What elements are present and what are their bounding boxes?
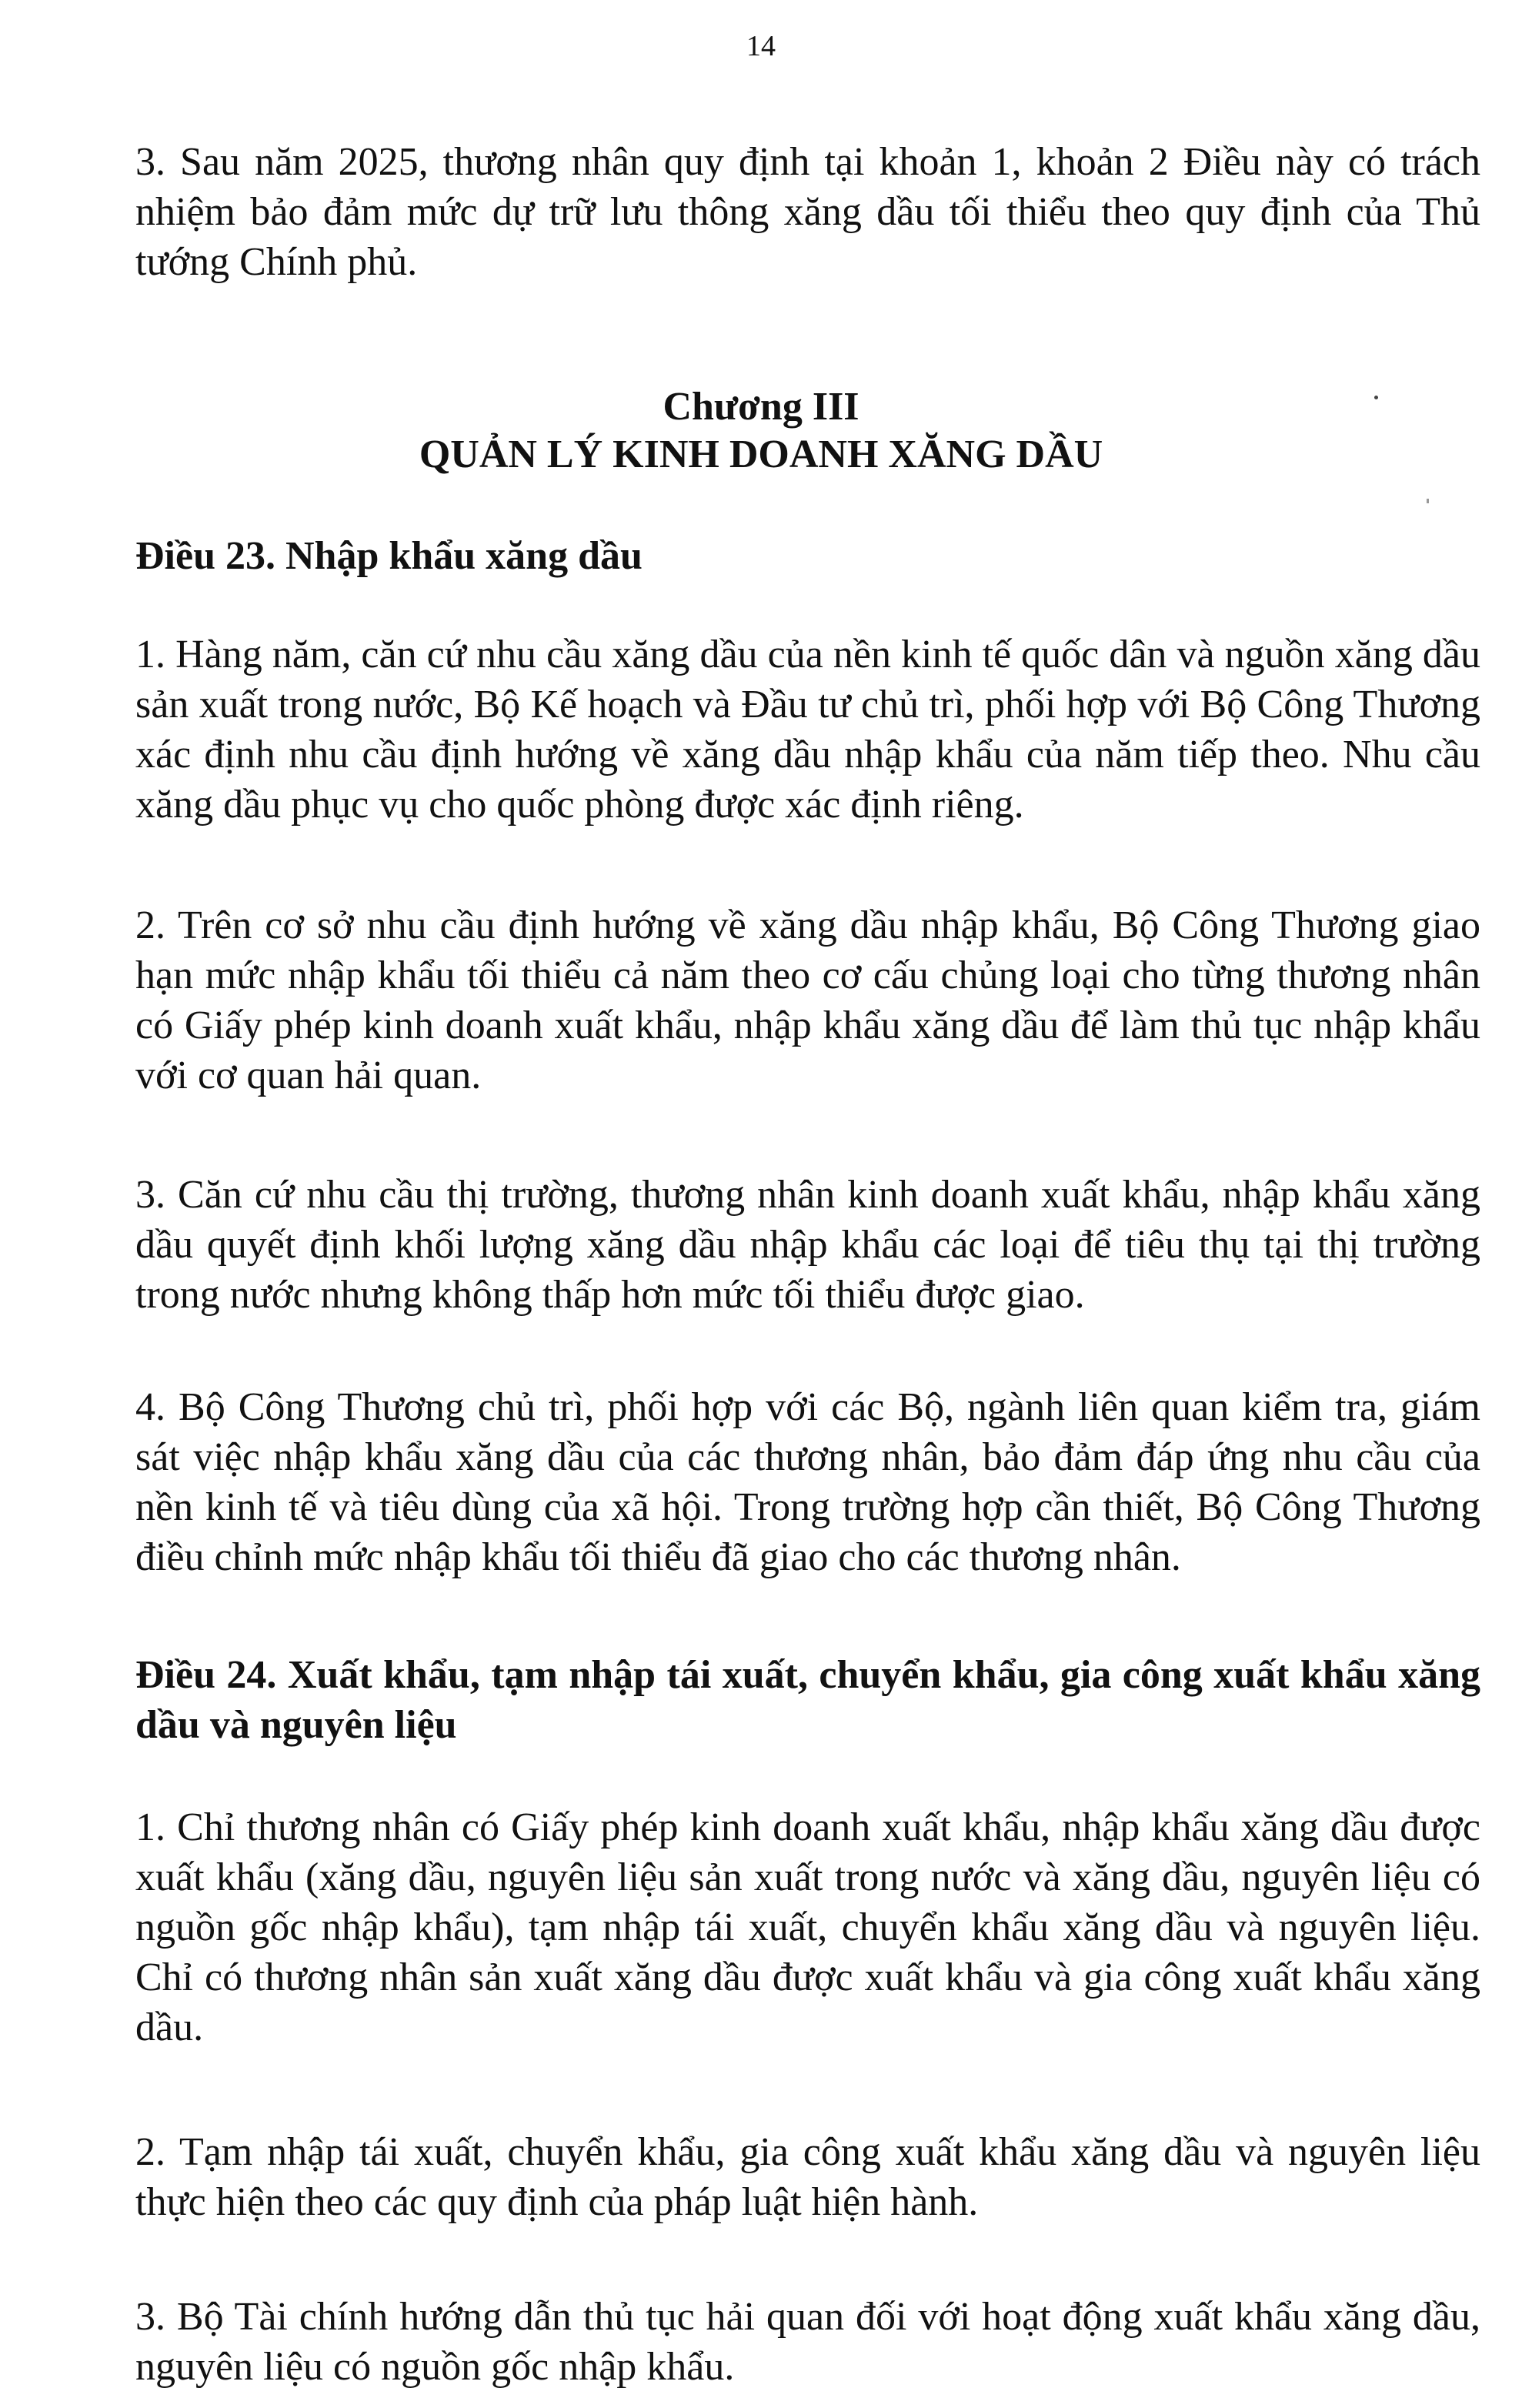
page-number: 14 (746, 30, 776, 62)
article-24-paragraph-2: 2. Tạm nhập tái xuất, chuyển khẩu, gia công xuất khẩu xăng dầu và nguyên liệu thực hiện theo các quy định của pháp luật hiện hành. (135, 2130, 1480, 2224)
chapter-title: QUẢN LÝ KINH DOANH XĂNG DẦU (419, 433, 1103, 476)
article-23-paragraph-4: 4. Bộ Công Thương chủ trì, phối hợp với các Bộ, ngành liên quan kiểm tra, giám sát việc nhập khẩu xăng dầu của các thương nhân, bảo đảm đáp ứng nhu cầu của nền kinh tế và tiêu dùng của xã hội. Trong trường hợp cần thiết, Bộ Công Thương điều chỉnh mức nhập khẩu tối thiểu đã giao cho các thương nhân. (135, 1385, 1480, 1579)
article-24-heading: Điều 24. Xuất khẩu, tạm nhập tái xuất, chuyển khẩu, gia công xuất khẩu xăng dầu và nguyên liệu (135, 1653, 1480, 1747)
article-23-paragraph-3: 3. Căn cứ nhu cầu thị trường, thương nhân kinh doanh xuất khẩu, nhập khẩu xăng dầu quyết định khối lượng xăng dầu nhập khẩu các loại để tiêu thụ tại thị trường trong nước nhưng không thấp hơn mức tối thiểu được giao. (135, 1173, 1480, 1317)
article-23-paragraph-2: 2. Trên cơ sở nhu cầu định hướng về xăng dầu nhập khẩu, Bộ Công Thương giao hạn mức nhập khẩu tối thiểu cả năm theo cơ cấu chủng loại cho từng thương nhân có Giấy phép kinh doanh xuất khẩu, nhập khẩu xăng dầu để làm thủ tục nhập khẩu với cơ quan hải quan. (135, 903, 1480, 1097)
article-23-heading: Điều 23. Nhập khẩu xăng dầu (135, 534, 643, 578)
article-24-paragraph-1: 1. Chỉ thương nhân có Giấy phép kinh doanh xuất khẩu, nhập khẩu xăng dầu được xuất khẩu (xăng dầu, nguyên liệu sản xuất trong nước và xăng dầu, nguyên liệu có nguồn gốc nhập khẩu), tạm nhập tái xuất, chuyển khẩu xăng dầu và nguyên liệu. Chỉ có thương nhân sản xuất xăng dầu được xuất khẩu và gia công xuất khẩu xăng dầu. (135, 1805, 1480, 2049)
article-24-paragraph-3: 3. Bộ Tài chính hướng dẫn thủ tục hải quan đối với hoạt động xuất khẩu xăng dầu, nguyên liệu có nguồn gốc nhập khẩu. (135, 2295, 1480, 2389)
chapter-number: Chương III (663, 385, 859, 429)
scan-speck (1427, 499, 1429, 503)
article-23-paragraph-1: 1. Hàng năm, căn cứ nhu cầu xăng dầu của nền kinh tế quốc dân và nguồn xăng dầu sản xuất trong nước, Bộ Kế hoạch và Đầu tư chủ trì, phối hợp với Bộ Công Thương xác định nhu cầu định hướng về xăng dầu nhập khẩu của năm tiếp theo. Nhu cầu xăng dầu phục vụ cho quốc phòng được xác định riêng. (135, 633, 1480, 827)
intro-paragraph: 3. Sau năm 2025, thương nhân quy định tại khoản 1, khoản 2 Điều này có trách nhiệm bảo đảm mức dự trữ lưu thông xăng dầu tối thiểu theo quy định của Thủ tướng Chính phủ. (135, 140, 1480, 284)
